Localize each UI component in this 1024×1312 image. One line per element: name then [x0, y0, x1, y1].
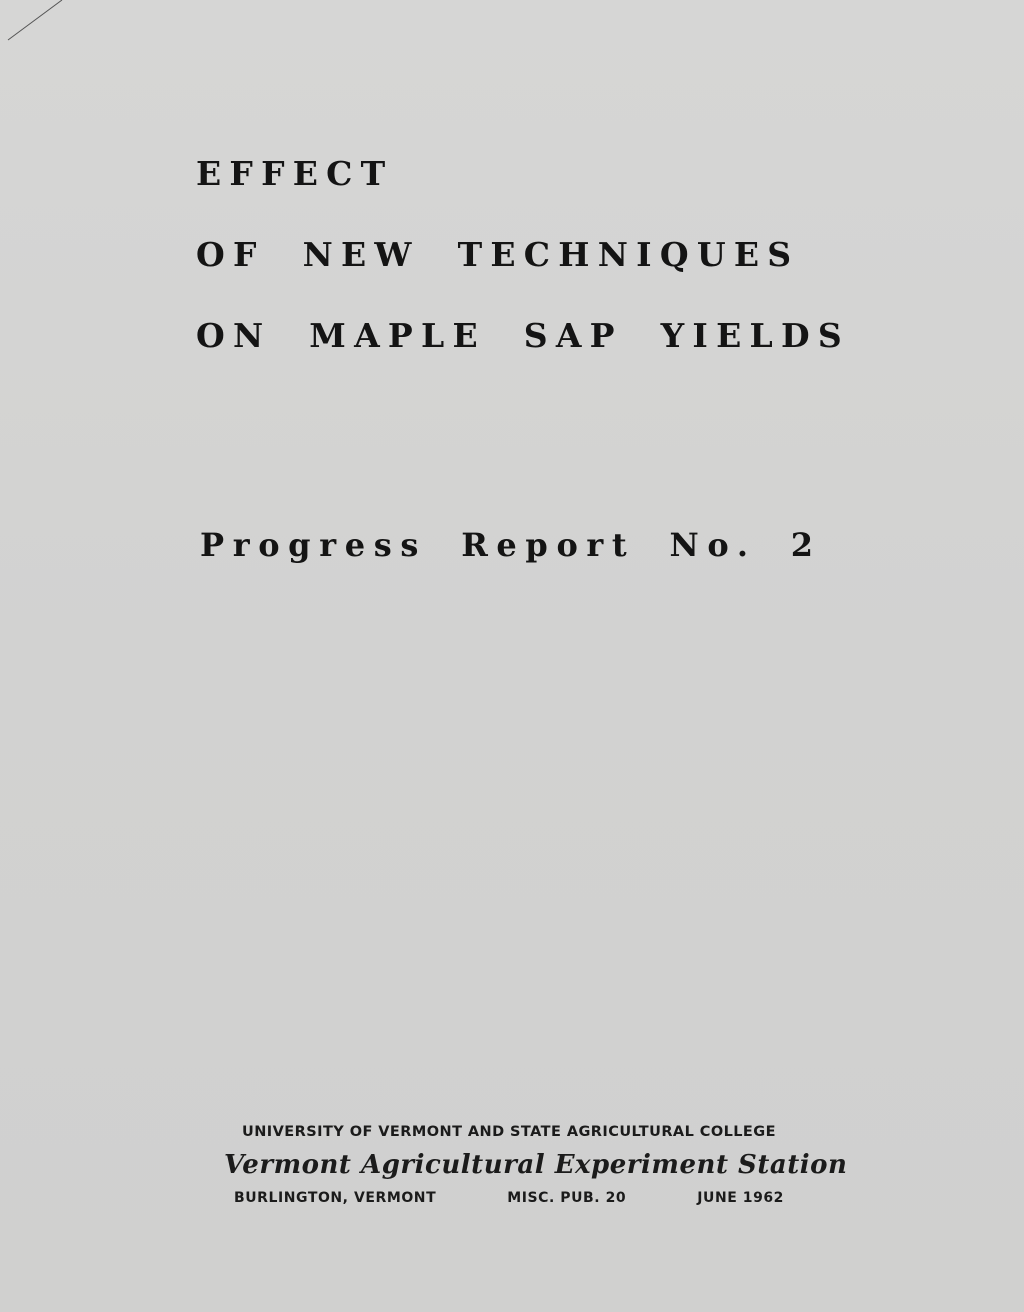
title-line-2: OF NEW TECHNIQUES	[196, 235, 800, 274]
publisher-footer	[224, 1120, 848, 1206]
publication-number: MISC. PUB. 20	[507, 1190, 627, 1206]
publication-info-row	[224, 1190, 794, 1206]
institution-name: UNIVERSITY OF VERMONT AND STATE AGRICULTURAL COLLEGE	[242, 1124, 776, 1140]
title-line-3: ON MAPLE SAP YIELDS	[196, 316, 850, 355]
report-subtitle: Progress Report No. 2	[200, 526, 822, 564]
publication-date: JUNE 1962	[697, 1190, 784, 1206]
publication-location: BURLINGTON, VERMONT	[234, 1190, 437, 1206]
pen-mark	[0, 0, 70, 45]
title-line-1: EFFECT	[196, 154, 394, 193]
station-name: Vermont Agricultural Experiment Station	[224, 1150, 848, 1180]
